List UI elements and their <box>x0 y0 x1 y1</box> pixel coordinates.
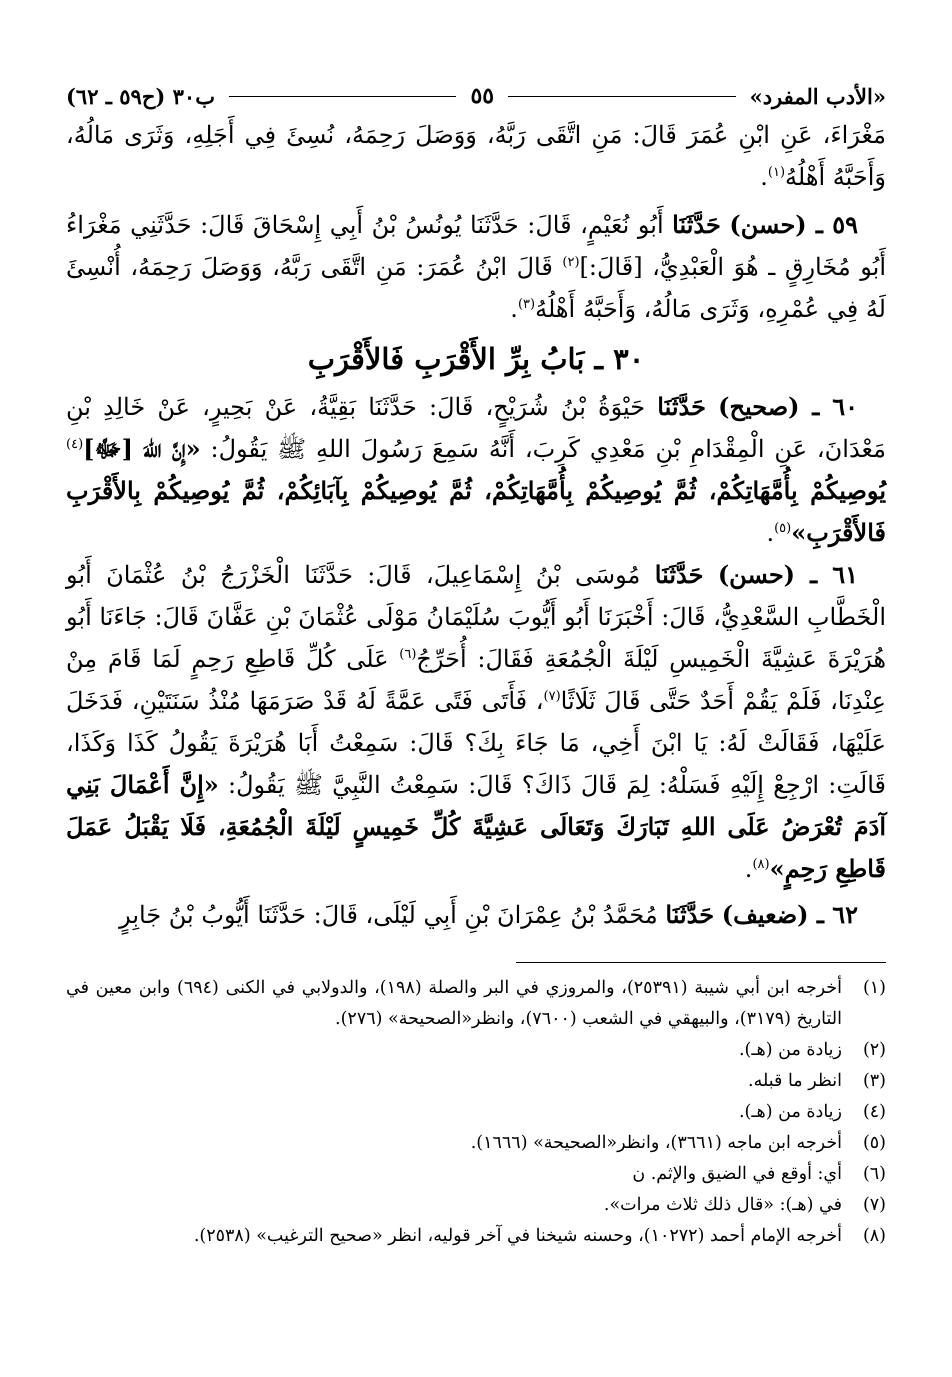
footnote-ref-4[interactable]: (٤) <box>66 437 84 452</box>
header-section-ref: ب٣٠ (ح٥٩ ـ ٦٢) <box>65 83 215 109</box>
footnote-2 <box>66 1035 886 1066</box>
haddathana-keyword: حَدَّثَنَا <box>654 560 704 589</box>
hadith-number: ٦١ ـ (حسن) <box>717 560 859 589</box>
haddathana-keyword: حَدَّثَنَا <box>665 900 715 929</box>
footnote-ref-5[interactable]: (٥) <box>774 521 792 536</box>
footnote-text: أخرجه ابن أبي شيبة (٢٥٣٩١)، والمروزي في البر والصلة (١٩٨)، والدولابي في الكنى (٦٩٤) وابن معين في التاريخ (٣١٧٩)، والبيهقي في الشعب (٧٦٠٠)، وانظر«الصحيحة» (٢٧٦). <box>66 978 842 1029</box>
footnote-number: (٨) <box>862 1226 886 1246</box>
header-book-title: «الأدب المفرد» <box>749 83 886 109</box>
prophetic-quote-start: «إِنَّ اللهَ [ﷻ] <box>83 434 201 463</box>
footnote-number: (٧) <box>862 1195 886 1215</box>
footnote-1 <box>66 973 886 1035</box>
footnote-ref-6[interactable]: (٦) <box>399 647 417 662</box>
chapter-heading: ٣٠ ـ بَابُ بِرِّ الأَقْرَبِ فَالأَقْرَبِ <box>307 342 645 376</box>
page-number: ٥٥ <box>470 83 495 109</box>
footnote-text: زيادة من (هـ). <box>738 1040 842 1060</box>
footnote-6 <box>66 1159 886 1190</box>
footnote-separator <box>516 962 886 963</box>
hadith-59: ٥٩ ـ (حسن) حَدَّثَنَا أَبُو نُعَيْمٍ، قَالَ: حَدَّثَنَا يُونُسُ بْنُ أَبِي إِسْحَاقَ قَالَ: حَدَّثَنِي مَغْرَاءُ أَبُو مُخَارِقٍ ـ هُوَ الْعَبْدِيُّ، [قَالَ:]$^{(٢)}$ قَالَ ابْنُ عُمَرَ: مَنِ اتَّقَى رَبَّهُ، وَوَصَلَ رَحِمَهُ، أُنْسِئَ لَهُ فِي عُمْرِهِ، وَثَرَى مَالُهُ، وَأَحَبَّهُ أَهْلُهُ$^{(٣)}$. <box>66 210 887 323</box>
haddathana-keyword: حَدَّثَنَا <box>672 210 721 239</box>
footnote-8 <box>66 1221 886 1252</box>
footnote-ref-3[interactable]: (٣) <box>517 297 536 312</box>
footnote-number: (١) <box>862 978 886 998</box>
footnote-text: أخرجه ابن ماجه (٣٦٦١)، وانظر«الصحيحة» (١٦٦٦). <box>470 1133 842 1153</box>
haddathana-keyword: حَدَّثَنَا <box>657 392 706 421</box>
header-rule-left <box>229 96 456 97</box>
main-text <box>66 114 886 936</box>
footnote-5 <box>66 1128 886 1159</box>
footnote-text: انظر ما قبله. <box>748 1071 842 1091</box>
footnote-number: (٢) <box>862 1040 886 1060</box>
prophetic-quote: «إِنَّ أَعْمَالَ بَنِي آدَمَ تُعْرَضُ عَلَى اللهِ تَبَارَكَ وَتَعَالَى عَشِيَّةَ كُلِّ خَمِيسٍ لَيْلَةَ الْجُمُعَةِ، فَلَا يَقْبَلُ عَمَلَ قَاطِعِ رَحِمٍ» <box>66 770 887 883</box>
footnote-number: (٦) <box>862 1164 886 1184</box>
footnote-text: زيادة من (هـ). <box>738 1102 842 1122</box>
footnote-number: (٥) <box>862 1133 886 1153</box>
footnotes <box>66 973 886 1252</box>
hadith-58-continuation: مَغْرَاءَ، عَنِ ابْنِ عُمَرَ قَالَ: مَنِ اتَّقَى رَبَّهُ، وَوَصَلَ رَحِمَهُ، نُسِئَ فِي أَجَلِهِ، وَثَرَى مَالُهُ، وَأَحَبَّهُ أَهْلُهُ$^{(١)}$. <box>66 121 886 191</box>
footnote-ref-8[interactable]: (٨) <box>752 857 770 872</box>
footnote-text: أي: أوقع في الضيق والإثم. ن <box>632 1164 842 1184</box>
running-header <box>66 78 886 114</box>
footnote-ref-1[interactable]: (١) <box>767 165 786 180</box>
footnote-7 <box>66 1190 886 1221</box>
footnote-text: أخرجه الإمام أحمد (١٠٢٧٢)، وحسنه شيخنا في آخر قوليه، انظر «صحيح الترغيب» (٢٥٣٨). <box>193 1226 842 1246</box>
footnote-number: (٤) <box>862 1102 886 1122</box>
hadith-62: ٦٢ ـ (ضعيف) حَدَّثَنَا مُحَمَّدُ بْنُ عِمْرَانَ بْنِ أَبِي لَيْلَى، قَالَ: حَدَّثَنَا أَيُّوبُ بْنُ جَابِرٍ <box>119 900 858 929</box>
footnote-text: في (هـ): «قال ذلك ثلاث مرات». <box>603 1195 842 1215</box>
header-rule-right <box>508 96 735 97</box>
footnote-3 <box>66 1066 886 1097</box>
footnote-ref-7[interactable]: (٧) <box>543 689 561 704</box>
footnote-ref-2[interactable]: (٢) <box>562 255 580 270</box>
hadith-61: ٦١ ـ (حسن) حَدَّثَنَا مُوسَى بْنُ إِسْمَاعِيلَ، قَالَ: حَدَّثَنَا الْخَزْرَجُ بْنُ عُثْمَانَ أَبُو الْخَطَّابِ السَّعْدِيُّ، قَالَ: أَخْبَرَنَا أَبُو أَيُّوبَ سُلَيْمَانُ مَوْلَى عُثْمَانَ بْنِ عَفَّانَ قَالَ: جَاءَنَا أَبُو هُرَيْرَةَ عَشِيَّةَ الْخَمِيسِ لَيْلَةَ الْجُمُعَةِ فَقَالَ: أُحَرِّجُ$^{(٦)}$ عَلَى كُلِّ قَاطِعِ رَحِمٍ لَمَا قَامَ مِنْ عِنْدِنَا، فَلَمْ يَقُمْ أَحَدٌ حَتَّى قَالَ ثَلَاثًا$^{(٧)}$، فَأَتَى فَتًى عَمَّةً لَهُ قَدْ صَرَمَهَا مُنْذُ سَنَتَيْنِ، فَدَخَلَ عَلَيْهَا، فَقَالَتْ لَهُ: يَا ابْنَ أَخِي، مَا جَاءَ بِكَ؟ قَالَ: سَمِعْتُ أَبَا هُرَيْرَةَ يَقُولُ كَذَا وَكَذَا، قَالَتِ: ارْجِعْ إِلَيْهِ فَسَلْهُ: لِمَ قَالَ ذَاكَ؟ قَالَ: سَمِعْتُ النَّبِيَّ ﷺ يَقُولُ: «إِنَّ أَعْمَالَ بَنِي آدَمَ تُعْرَضُ عَلَى اللهِ تَبَارَكَ وَتَعَالَى عَشِيَّةَ كُلِّ خَمِيسٍ لَيْلَةَ الْجُمُعَةِ، فَلَا يَقْبَلُ عَمَلَ قَاطِعِ رَحِمٍ»$^{(٨)}$. <box>66 560 887 883</box>
prophetic-quote: يُوصِيكُمْ بِأُمَّهَاتِكُمْ، ثُمَّ يُوصِيكُمْ بِأُمَّهَاتِكُمْ، ثُمَّ يُوصِيكُمْ بِآبَائِكُمْ، ثُمَّ يُوصِيكُمْ بِالأَقْرَبِ فَالأَقْرَبِ» <box>66 476 886 547</box>
hadith-number: ٦٠ ـ (صحيح) <box>718 392 859 421</box>
footnote-number: (٣) <box>862 1071 886 1091</box>
hadith-60: ٦٠ ـ (صحيح) حَدَّثَنَا حَيْوَةُ بْنُ شُرَيْحٍ، قَالَ: حَدَّثَنَا بَقِيَّةُ، عَنْ بَحِيرٍ، عَنْ خَالِدِ بْنِ مَعْدَانَ، عَنِ الْمِقْدَامِ بْنِ مَعْدِي كَرِبَ، أَنَّهُ سَمِعَ رَسُولَ اللهِ ﷺ يَقُولُ: «إِنَّ اللهَ [ﷻ]$^{(٤)}$ يُوصِيكُمْ بِأُمَّهَاتِكُمْ، ثُمَّ يُوصِيكُمْ بِأُمَّهَاتِكُمْ، ثُمَّ يُوصِيكُمْ بِآبَائِكُمْ، ثُمَّ يُوصِيكُمْ بِالأَقْرَبِ فَالأَقْرَبِ»$^{(٥)}$. <box>66 392 886 547</box>
hadith-number: ٦٢ ـ (ضعيف) <box>721 900 858 929</box>
footnote-4 <box>66 1097 886 1128</box>
hadith-number: ٥٩ ـ (حسن) <box>729 210 858 239</box>
